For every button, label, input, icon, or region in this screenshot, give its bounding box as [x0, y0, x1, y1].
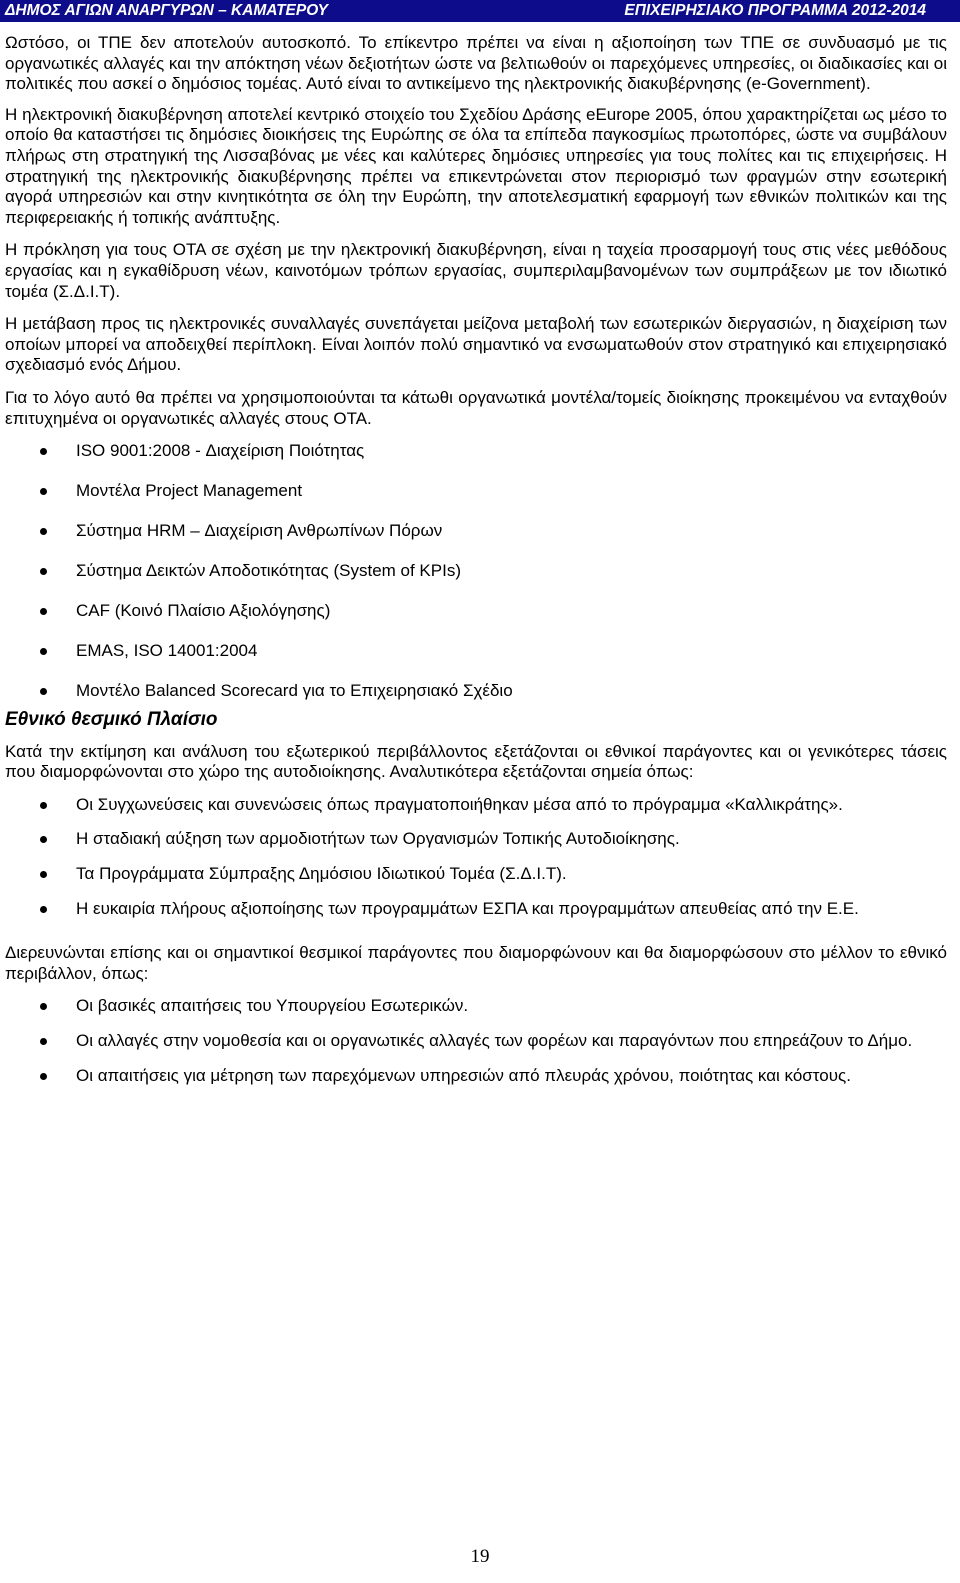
bullet-icon: [40, 1038, 47, 1045]
header-program: ΕΠΙΧΕΙΡΗΣΙΑΚΟ ΠΡΟΓΡΑΜΜΑ 2012-2014: [624, 2, 926, 19]
paragraph-transition: Η μετάβαση προς τις ηλεκτρονικές συναλλαγές συνεπάγεται μείζονα μεταβολή των εσωτερικών διεργασιών, η διαχείριση των οποίων μπορεί να αποδειχθεί περίπλοκη. Είναι λοιπόν πολύ σημαντικό να ενσωματωθούν στον στρατηγικό και επιχειρησιακό σχεδιασμό ενός Δήμου.: [5, 314, 947, 375]
list-item: Οι απαιτήσεις για μέτρηση των παρεχόμενων υπηρεσιών από πλευράς χρόνου, ποιότητας και κόστους.: [5, 1066, 947, 1087]
page-content: [5, 33, 947, 1100]
models-list: [5, 441, 947, 702]
list-item: Μοντέλα Project Management: [5, 481, 947, 502]
list-item: Η ευκαιρία πλήρους αξιοποίησης των προγραμμάτων ΕΣΠΑ και προγραμμάτων απευθείας από την Ε.Ε.: [5, 899, 947, 920]
list-item: Οι Συγχωνεύσεις και συνενώσεις όπως πραγματοποιήθηκαν μέσα από το πρόγραμμα «Καλλικράτης».: [5, 795, 947, 816]
paragraph-ict-purpose: Ωστόσο, οι ΤΠΕ δεν αποτελούν αυτοσκοπό. Το επίκεντρο πρέπει να είναι η αξιοποίηση των ΤΠΕ σε συνδυασμό με τις οργανωτικές αλλαγές και την απόκτηση νέων δεξιοτήτων ώστε να βελτιωθούν οι παρεχόμενες υπηρεσίες, οι διαδικασίες και οι πολιτικές που ασκεί ο δημόσιος τομέας. Αυτό είναι το αντικείμενο της ηλεκτρονικής διακυβέρνησης (e-Government).: [5, 33, 947, 94]
bullet-icon: [40, 836, 47, 843]
list-item: ISO 9001:2008 - Διαχείριση Ποιότητας: [5, 441, 947, 462]
list-item: EMAS, ISO 14001:2004: [5, 641, 947, 662]
list-item: Σύστημα HRM – Διαχείριση Ανθρωπίνων Πόρων: [5, 521, 947, 542]
list-item: Τα Προγράμματα Σύμπραξης Δημόσιου Ιδιωτικού Τομέα (Σ.Δ.Ι.Τ).: [5, 864, 947, 885]
paragraph-national-environment: Διερευνώνται επίσης και οι σημαντικοί θεσμικοί παράγοντες που διαμορφώνουν και θα διαμορφώσουν στο μέλλον το εθνικό περιβάλλον, όπως:: [5, 943, 947, 983]
bullet-icon: [40, 528, 47, 535]
paragraph-ota-challenge: Η πρόκληση για τους ΟΤΑ σε σχέση με την ηλεκτρονική διακυβέρνηση, είναι η ταχεία προσαρμογή τους στις νέες μεθόδους εργασίας και η εγκαθίδρυση νέων, καινοτόμων τρόπων εργασίας, συμπεριλαμβανομένων των συμπράξεων με τον ιδιωτικό τομέα (Σ.Δ.Ι.Τ).: [5, 240, 947, 301]
bullet-icon: [40, 1073, 47, 1080]
points-list: [5, 795, 947, 919]
list-item: Μοντέλο Balanced Scorecard για το Επιχειρησιακό Σχέδιο: [5, 681, 947, 702]
bullet-icon: [40, 802, 47, 809]
bullet-icon: [40, 488, 47, 495]
list-item: Οι βασικές απαιτήσεις του Υπουργείου Εσωτερικών.: [5, 996, 947, 1017]
list-item: Σύστημα Δεικτών Αποδοτικότητας (System of KPIs): [5, 561, 947, 582]
bullet-icon: [40, 568, 47, 575]
paragraph-external-environment: Κατά την εκτίμηση και ανάλυση του εξωτερικού περιβάλλοντος εξετάζονται οι εθνικοί παράγοντες και οι γενικότερες τάσεις που διαμορφώνονται στο χώρο της αυτοδιοίκησης. Αναλυτικότερα εξετάζονται σημεία όπως:: [5, 741, 947, 782]
paragraph-egovernment-eeurope: Η ηλεκτρονική διακυβέρνηση αποτελεί κεντρικό στοιχείο του Σχεδίου Δράσης eEurope 2005, όπου χαρακτηρίζεται ως μέσο το οποίο θα καταστήσει τις δημόσιες διοικήσεις της Ευρώπης σε όλα τα επίπεδα παγκοσμίως πρωτοπόρες, ώστε να συμβάλουν πλήρως στη στρατηγική της Λισσαβόνας με νέες και καλύτερες δημόσιες υπηρεσίες για τους πολίτες και τις επιχειρήσεις. Η στρατηγική της ηλεκτρονικής διακυβέρνησης πρέπει να επικεντρώνεται στον περιορισμό των φραγμών στην εσωτερική αγορά υπηρεσιών και στην κινητικότητα σε όλη την Ευρώπη, την αποτελεσματική εφαρμογή των εθνικών πολιτικών και της περιφερειακής ή τοπικής ανάπτυξης.: [5, 104, 947, 227]
bullet-icon: [40, 906, 47, 913]
list-item: CAF (Κοινό Πλαίσιο Αξιολόγησης): [5, 601, 947, 622]
bullet-icon: [40, 688, 47, 695]
bullet-icon: [40, 871, 47, 878]
bullet-icon: [40, 1003, 47, 1010]
paragraph-models-intro: Για το λόγο αυτό θα πρέπει να χρησιμοποιούνται τα κάτωθι οργανωτικά μοντέλα/τομείς διοίκησης προκειμένου να ενταχθούν επιτυχημένα οι οργανωτικές αλλαγές στους ΟΤΑ.: [5, 387, 947, 428]
page-header: [0, 0, 960, 22]
list-item: Η σταδιακή αύξηση των αρμοδιοτήτων των Οργανισμών Τοπικής Αυτοδιοίκησης.: [5, 829, 947, 850]
bullet-icon: [40, 648, 47, 655]
environment-list: [5, 996, 947, 1086]
bullet-icon: [40, 608, 47, 615]
list-item: Οι αλλαγές στην νομοθεσία και οι οργανωτικές αλλαγές των φορέων και παραγόντων που επηρεάζουν το Δήμο.: [5, 1031, 947, 1052]
page-number: 19: [470, 1546, 490, 1567]
section-title: Εθνικό θεσμικό Πλαίσιο: [5, 708, 218, 730]
header-municipality: ΔΗΜΟΣ ΑΓΙΩΝ ΑΝΑΡΓΥΡΩΝ – ΚΑΜΑΤΕΡΟΥ: [5, 2, 328, 19]
bullet-icon: [40, 448, 47, 455]
